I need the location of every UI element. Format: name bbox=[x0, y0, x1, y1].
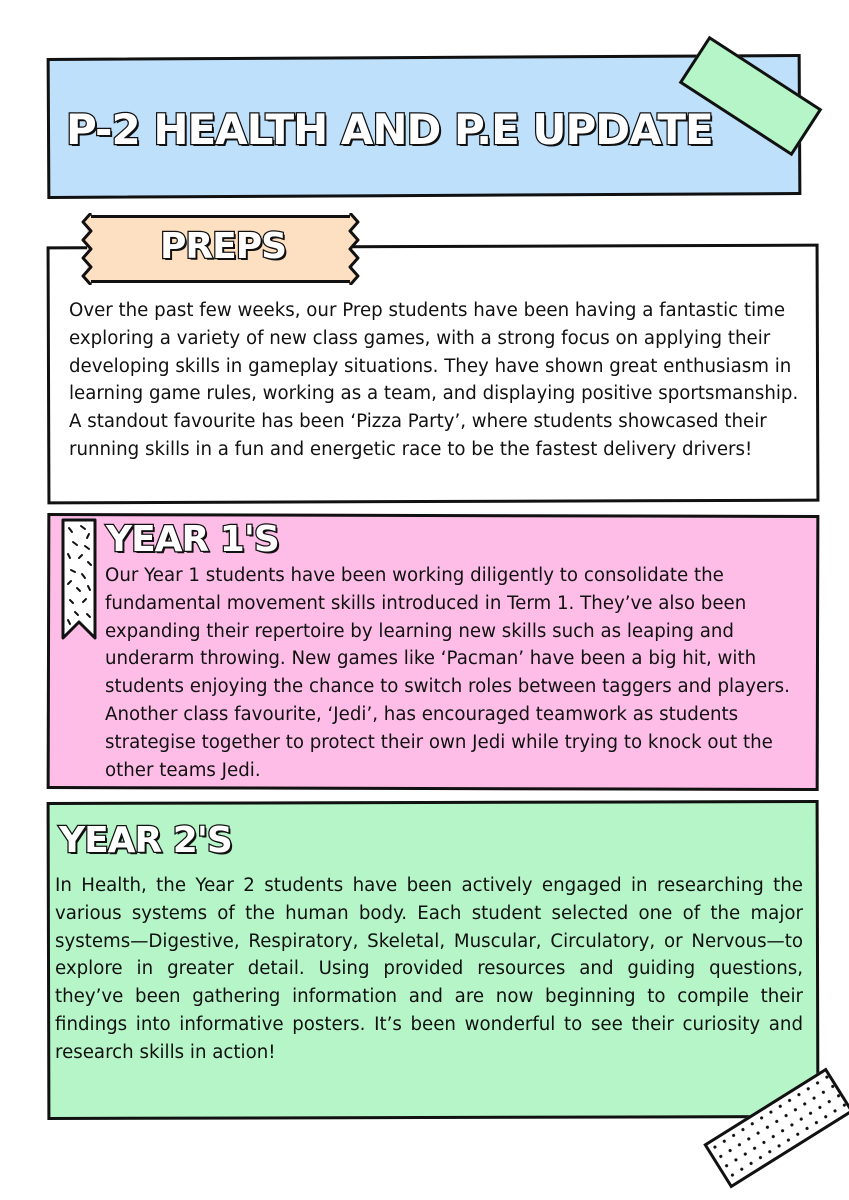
year1-paragraph: Our Year 1 students have been working diligently to consolidate the fundamental movement skills introduced in Term 1. They’ve also been expanding their repertoire by learning new skills such as leaping and underarm throwing. New games like ‘Pacman’ have been a big hit, with students enjoying the chance to switch roles between taggers and players. Another class favourite, ‘Jedi’, has encouraged teamwork as students strategise together to protect their own Jedi while trying to knock out the other teams Jedi. bbox=[105, 565, 790, 781]
preps-heading: PREPS bbox=[160, 226, 287, 267]
year2-heading: YEAR 2'S bbox=[59, 820, 232, 861]
year2-paragraph: In Health, the Year 2 students have been actively engaged in researching the various systems of the human body. Each student selected one of the major systems—Digestive, Respiratory, Skeletal, Muscular, Circulatory, or Nervous—to explore in greater detail. Using provided resources and guiding questions, they’ve been gathering information and are now beginning to compile their findings into informative posters. It’s been wonderful to see their curiosity and research skills in action! bbox=[55, 875, 803, 1063]
banner-left-zigzag bbox=[81, 213, 95, 285]
preps-paragraph: Over the past few weeks, our Prep students have been having a fantastic time exploring a variety of new class games, with a strong focus on applying their developing skills in gameplay situations. They have shown great enthusiasm in learning game rules, working as a team, and displaying positive sportsmanship. A standout favourite has been ‘Pizza Party’, where students showcased their running skills in a fun and energetic race to be the fastest delivery drivers! bbox=[69, 300, 799, 460]
bookmark-ribbon-icon bbox=[61, 518, 97, 640]
banner-right-zigzag bbox=[346, 213, 360, 285]
page-title: P-2 HEALTH AND P.E UPDATE bbox=[66, 105, 713, 154]
year1-heading: YEAR 1'S bbox=[106, 519, 279, 560]
